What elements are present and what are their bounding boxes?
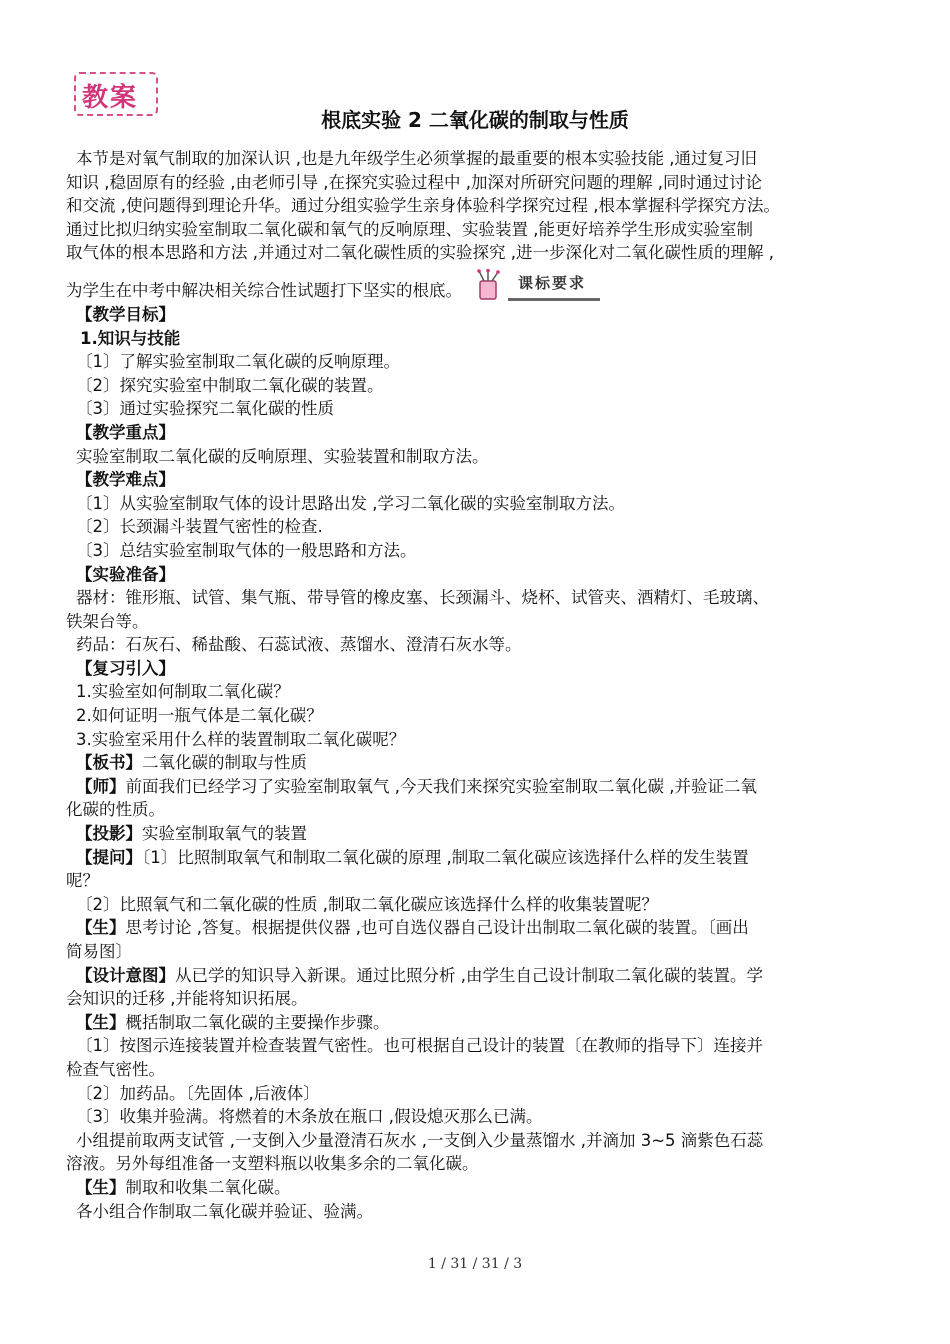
dialogue-line: [66, 1105, 886, 1129]
dialogue-line: [66, 987, 886, 1011]
dialogue-text: 呢？: [66, 871, 99, 891]
dialogue-line: [66, 1034, 886, 1058]
intro-line: 本节是对氧气制取的加深认识 ,也是九年级学生必须掌握的最重要的根本实验技能 ,通过复习旧: [76, 149, 757, 168]
prep-equipment: 器材：锥形瓶、试管、集气瓶、带导管的橡皮塞、长颈漏斗、烧杯、试管夹、酒精灯、毛玻璃、: [76, 588, 769, 608]
pencil-cup-icon: [472, 269, 506, 301]
page-footer: 1 / 31 / 31 / 3: [427, 1256, 523, 1272]
dialogue-line: [66, 1058, 886, 1082]
goal-item: 〔1〕了解实验室制取二氧化碳的反响原理。: [76, 352, 400, 372]
review-heading: 【复习引入】: [76, 658, 175, 678]
dialogue-tag: 【设计意图】: [76, 965, 175, 985]
dialogue-tag: 【师】: [76, 776, 126, 796]
dialogue-line: [66, 1176, 886, 1200]
key-text: 实验室制取二氧化碳的反响原理、实验装置和制取方法。: [76, 446, 489, 466]
intro-line: 和交流 ,使问题得到理论升华。通过分组实验学生亲身体验科学探究过程 ,根本掌握科学探究方法。: [66, 196, 780, 216]
dialogue-text: 会知识的迁移 ,并能将知识拓展。: [66, 989, 308, 1009]
dialogue-line: [66, 869, 886, 893]
goal-item: 〔2〕探究实验室中制取二氧化碳的装置。: [76, 375, 384, 395]
prep-heading: 【实验准备】: [76, 564, 175, 584]
dialogue-line: [66, 775, 886, 799]
intro-line: 为学生在中考中解决相关综合性试题打下坚实的根底。: [66, 281, 462, 301]
dialogue-line: [66, 1129, 886, 1153]
dialogue-text: 前面我们已经学习了实验室制取氧气 ,今天我们来探究实验室制取二氧化碳 ,并验证二氧: [125, 776, 757, 796]
review-item: 2.如何证明一瓶气体是二氧化碳？: [76, 706, 323, 726]
intro-line: 取气体的根本思路和方法 ,并通过对二氧化碳性质的实验探究 ,进一步深化对二氧化碳性质的理解 ,: [66, 243, 774, 263]
intro-last-row: [66, 271, 886, 303]
dialogue-text: 〔2〕加药品。〔先固体 ,后液体〕: [76, 1083, 320, 1103]
dialogue-text: 溶液。另外每组准备一支塑料瓶以收集多余的二氧化碳。: [66, 1154, 479, 1174]
dialogue-text: 二氧化碳的制取与性质: [142, 753, 307, 773]
prep-drugs: 药品：石灰石、稀盐酸、石蕊试液、蒸馏水、澄清石灰水等。: [76, 635, 522, 655]
dialogue-text: 化碳的性质。: [66, 800, 165, 820]
dialogue-text: 〔2〕比照氧气和二氧化碳的性质 ,制取二氧化碳应该选择什么样的收集装置呢？: [76, 894, 658, 914]
dialogue-line: [66, 798, 886, 822]
difficulty-item: 〔1〕从实验室制取气体的设计思路出发 ,学习二氧化碳的实验室制取方法。: [76, 493, 625, 513]
prep-equipment-cont: 铁架台等。: [66, 611, 149, 631]
dialogue-tag: 【生】: [76, 1012, 126, 1032]
dialogue-section: [66, 751, 886, 1223]
kebiao-banner: [472, 269, 600, 301]
dialogue-line: [66, 916, 886, 940]
key-heading: 【教学重点】: [76, 422, 175, 442]
dialogue-text: 从已学的知识导入新课。通过比照分析 ,由学生自己设计制取二氧化碳的装置。学: [175, 965, 763, 985]
dialogue-text: 〔1〕按图示连接装置并检查装置气密性。也可根据自己设计的装置〔在教师的指导下〕连接并: [76, 1036, 763, 1056]
review-item: 3.实验室采用什么样的装置制取二氧化碳呢？: [76, 729, 406, 749]
document-body: [66, 147, 886, 1223]
dialogue-line: [66, 1082, 886, 1106]
goal-item: 〔3〕通过实验探究二氧化碳的性质: [76, 399, 334, 419]
dialogue-text: 〔3〕收集并验满。将燃着的木条放在瓶口 ,假设熄灭那么已满。: [76, 1107, 543, 1127]
dialogue-text: 制取和收集二氧化碳。: [125, 1177, 291, 1197]
dialogue-text: 概括制取二氧化碳的主要操作步骤。: [125, 1012, 390, 1032]
difficulty-heading: 【教学难点】: [76, 470, 175, 490]
intro-line: 通过比拟归纳实验室制取二氧化碳和氧气的反响原理、实验装置 ,能更好培养学生形成实验室制: [66, 219, 753, 239]
dialogue-line: [66, 893, 886, 917]
review-item: 1.实验室如何制取二氧化碳？: [76, 682, 290, 702]
dialogue-line: [66, 940, 886, 964]
kebiao-label: 课标要求: [508, 272, 600, 301]
dialogue-text: 检查气密性。: [66, 1059, 165, 1079]
difficulty-item: 〔2〕长颈漏斗装置气密性的检查.: [76, 517, 323, 537]
dialogue-line: [66, 822, 886, 846]
dialogue-line: [66, 1200, 886, 1224]
goal-subheading: 1.知识与技能: [80, 328, 181, 348]
dialogue-line: [66, 1152, 886, 1176]
dialogue-tag: 【生】: [76, 918, 126, 938]
badge-text: 教案: [82, 83, 139, 113]
page-title: 根底实验 2 二氧化碳的制取与性质: [321, 108, 629, 132]
dialogue-text: 实验室制取氧气的装置: [142, 824, 307, 844]
dialogue-tag: 【生】: [76, 1177, 126, 1197]
difficulty-item: 〔3〕总结实验室制取气体的一般思路和方法。: [76, 540, 417, 560]
dialogue-text: 小组提前取两支试管 ,一支倒入少量澄清石灰水 ,一支倒入少量蒸馏水 ,并滴加 3~5 滴紫色石蕊: [76, 1130, 764, 1150]
dialogue-tag: 【板书】: [76, 753, 142, 773]
dialogue-line: [66, 846, 886, 870]
dialogue-line: [66, 964, 886, 988]
dialogue-text: 思考讨论 ,答复。根据提供仪器 ,也可自选仪器自己设计出制取二氧化碳的装置。〔画出: [125, 918, 749, 938]
dialogue-text: 各小组合作制取二氧化碳并验证、验满。: [76, 1201, 373, 1221]
goal-heading: 【教学目标】: [76, 304, 175, 324]
intro-line: 知识 ,稳固原有的经验 ,由老师引导 ,在探究实验过程中 ,加深对所研究问题的理解 ,同时通过讨论: [66, 172, 762, 192]
dialogue-tag: 【提问】: [76, 847, 142, 867]
dialogue-line: [66, 1011, 886, 1035]
dialogue-text: 简易图〕: [66, 942, 132, 961]
dialogue-line: [66, 751, 886, 775]
dialogue-tag: 【投影】: [76, 824, 142, 844]
dialogue-text: 〔1〕比照制取氧气和制取二氧化碳的原理 ,制取二氧化碳应该选择什么样的发生装置: [142, 847, 749, 867]
